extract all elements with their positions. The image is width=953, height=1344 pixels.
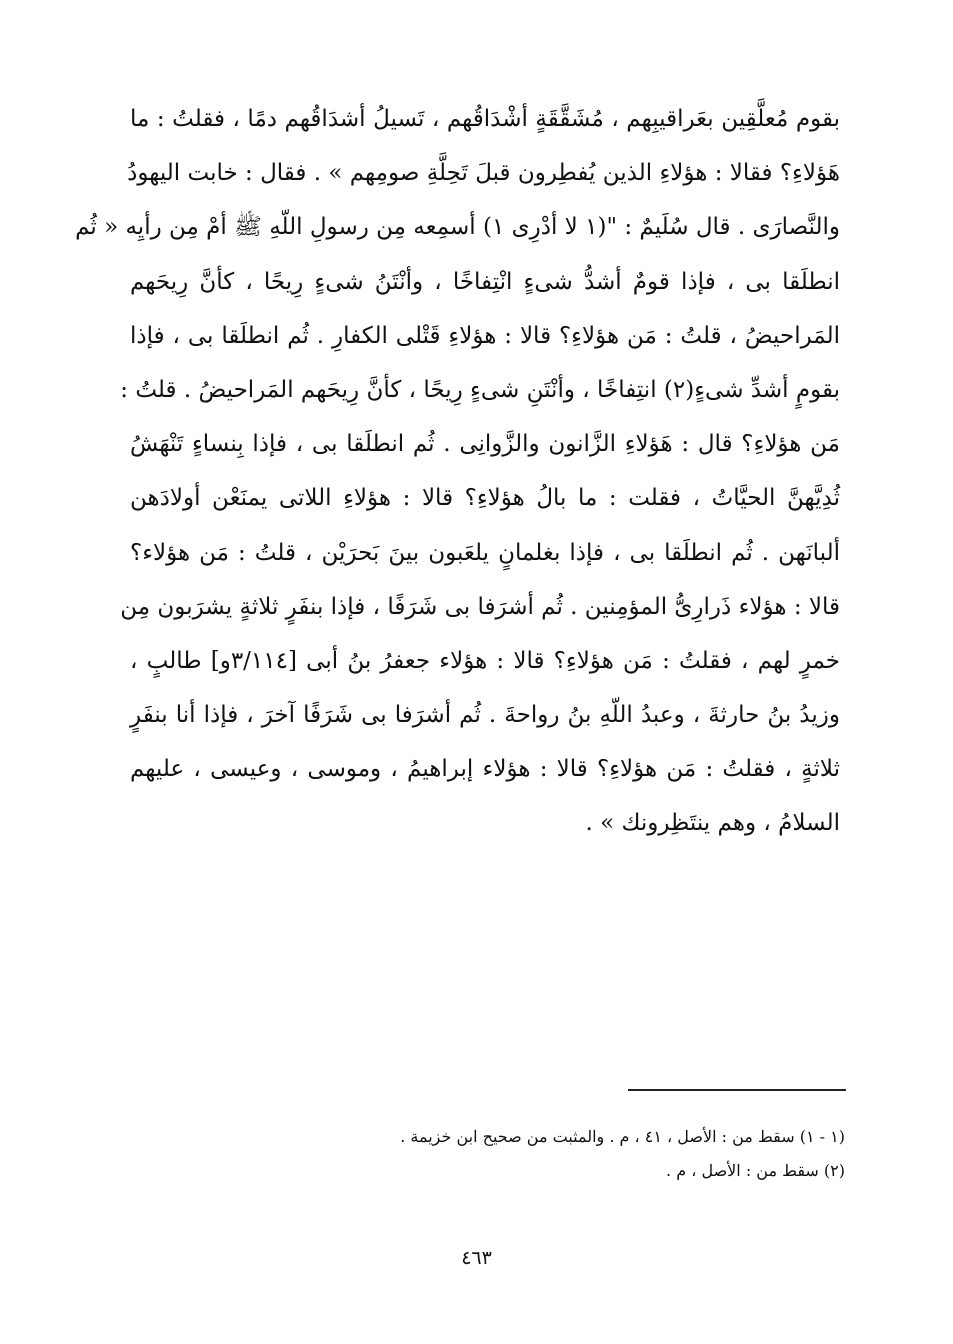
text-line: مَن هؤلاءِ؟ قال : هَؤلاءِ الزَّانون والزَّوانِى . ثُم انطلَقا بى ، فإذا بِنساءٍ تَنْهَشُ xyxy=(130,431,840,458)
text-line: خمرٍ لهم ، فقلتُ : مَن هؤلاءِ؟ قالا : هؤلاء جعفرُ بنُ أبى [٣/١١٤و] طالبٍ ، xyxy=(130,647,840,674)
text-line: والنَّصارَى . قال سُلَيمٌ : "(١ لا أدْرِى ١) أسمِعه مِن رسولِ اللّهِ ﷺ أمْ مِن رأيِه « ثُم xyxy=(75,214,840,241)
footnote-2: (٢) سقط من : الأصل ، م . xyxy=(666,1161,845,1180)
page-number: ٤٦٣ xyxy=(461,1247,492,1269)
footnote-1: (١ - ١) سقط من : الأصل ، ٤١ ، م . والمثبت من صحيح ابن خزيمة . xyxy=(400,1127,845,1146)
text-line: بقومٍ أشدِّ شىءٍ(٢) انتِفاخًا ، وأنْتَنِ شىءٍ رِيحًا ، كأنَّ رِيحَهم المَراحيضُ . قلتُ : xyxy=(120,376,840,403)
footnotes xyxy=(245,1120,845,1188)
text-line: وزيدُ بنُ حارثةَ ، وعبدُ اللّهِ بنُ رواحةَ . ثُم أشرَفا بى شَرَفًا آخرَ ، فإذا أنا بنفَرٍ xyxy=(130,702,840,729)
text-line: المَراحيضُ ، قلتُ : مَن هؤلاءِ؟ قالا : هؤلاءِ قَتْلى الكفارِ . ثُم انطلَقا بى ، فإذا xyxy=(130,322,840,349)
main-text-block xyxy=(75,92,840,851)
text-line: بقوم مُعلَّقِين بعَراقيبِهم ، مُشَقَّقَةٍ أشْدَاقُهم ، تَسيلُ أشدَاقُهم دمًا ، فقلتُ : ما xyxy=(130,106,840,132)
text-line: هَؤلاءِ؟ فقالا : هؤلاءِ الذين يُفطِرون قبلَ تَحِلَّةِ صومِهم » . فقال : خابت اليهودُ xyxy=(127,160,840,187)
text-line: انطلَقا بى ، فإذا قومٌ أشدُّ شىءٍ انْتِفاخًا ، وأنْتَنُ شىءٍ رِيحًا ، كأنَّ رِيحَهم xyxy=(130,268,840,295)
text-line: ثُدِيَّهنَّ الحيَّاتُ ، فقلت : ما بالُ هؤلاءِ؟ قالا : هؤلاءِ اللاتى يمنَعْن أولادَهن xyxy=(130,485,840,512)
text-line: قالا : هؤلاء ذَرارِىُّ المؤمِنين . ثُم أشرَفا بى شَرَفًا ، فإذا بنفَرٍ ثلاثةٍ يشرَبون مِن xyxy=(120,593,840,620)
text-line-last: السلامُ ، وهم ينتَظِرونك » . xyxy=(585,810,840,837)
text-line: ثلاثةٍ ، فقلتُ : مَن هؤلاءِ؟ قالا : هؤلاء إبراهيمُ ، وموسى ، وعيسى ، عليهم xyxy=(130,756,840,783)
text-line: ألبانَهن . ثُم انطلَقا بى ، فإذا بغلمانٍ يلعَبون بينَ بَحرَيْن ، قلتُ : مَن هؤلاء؟ xyxy=(130,539,840,566)
footnote-separator xyxy=(628,1089,846,1091)
